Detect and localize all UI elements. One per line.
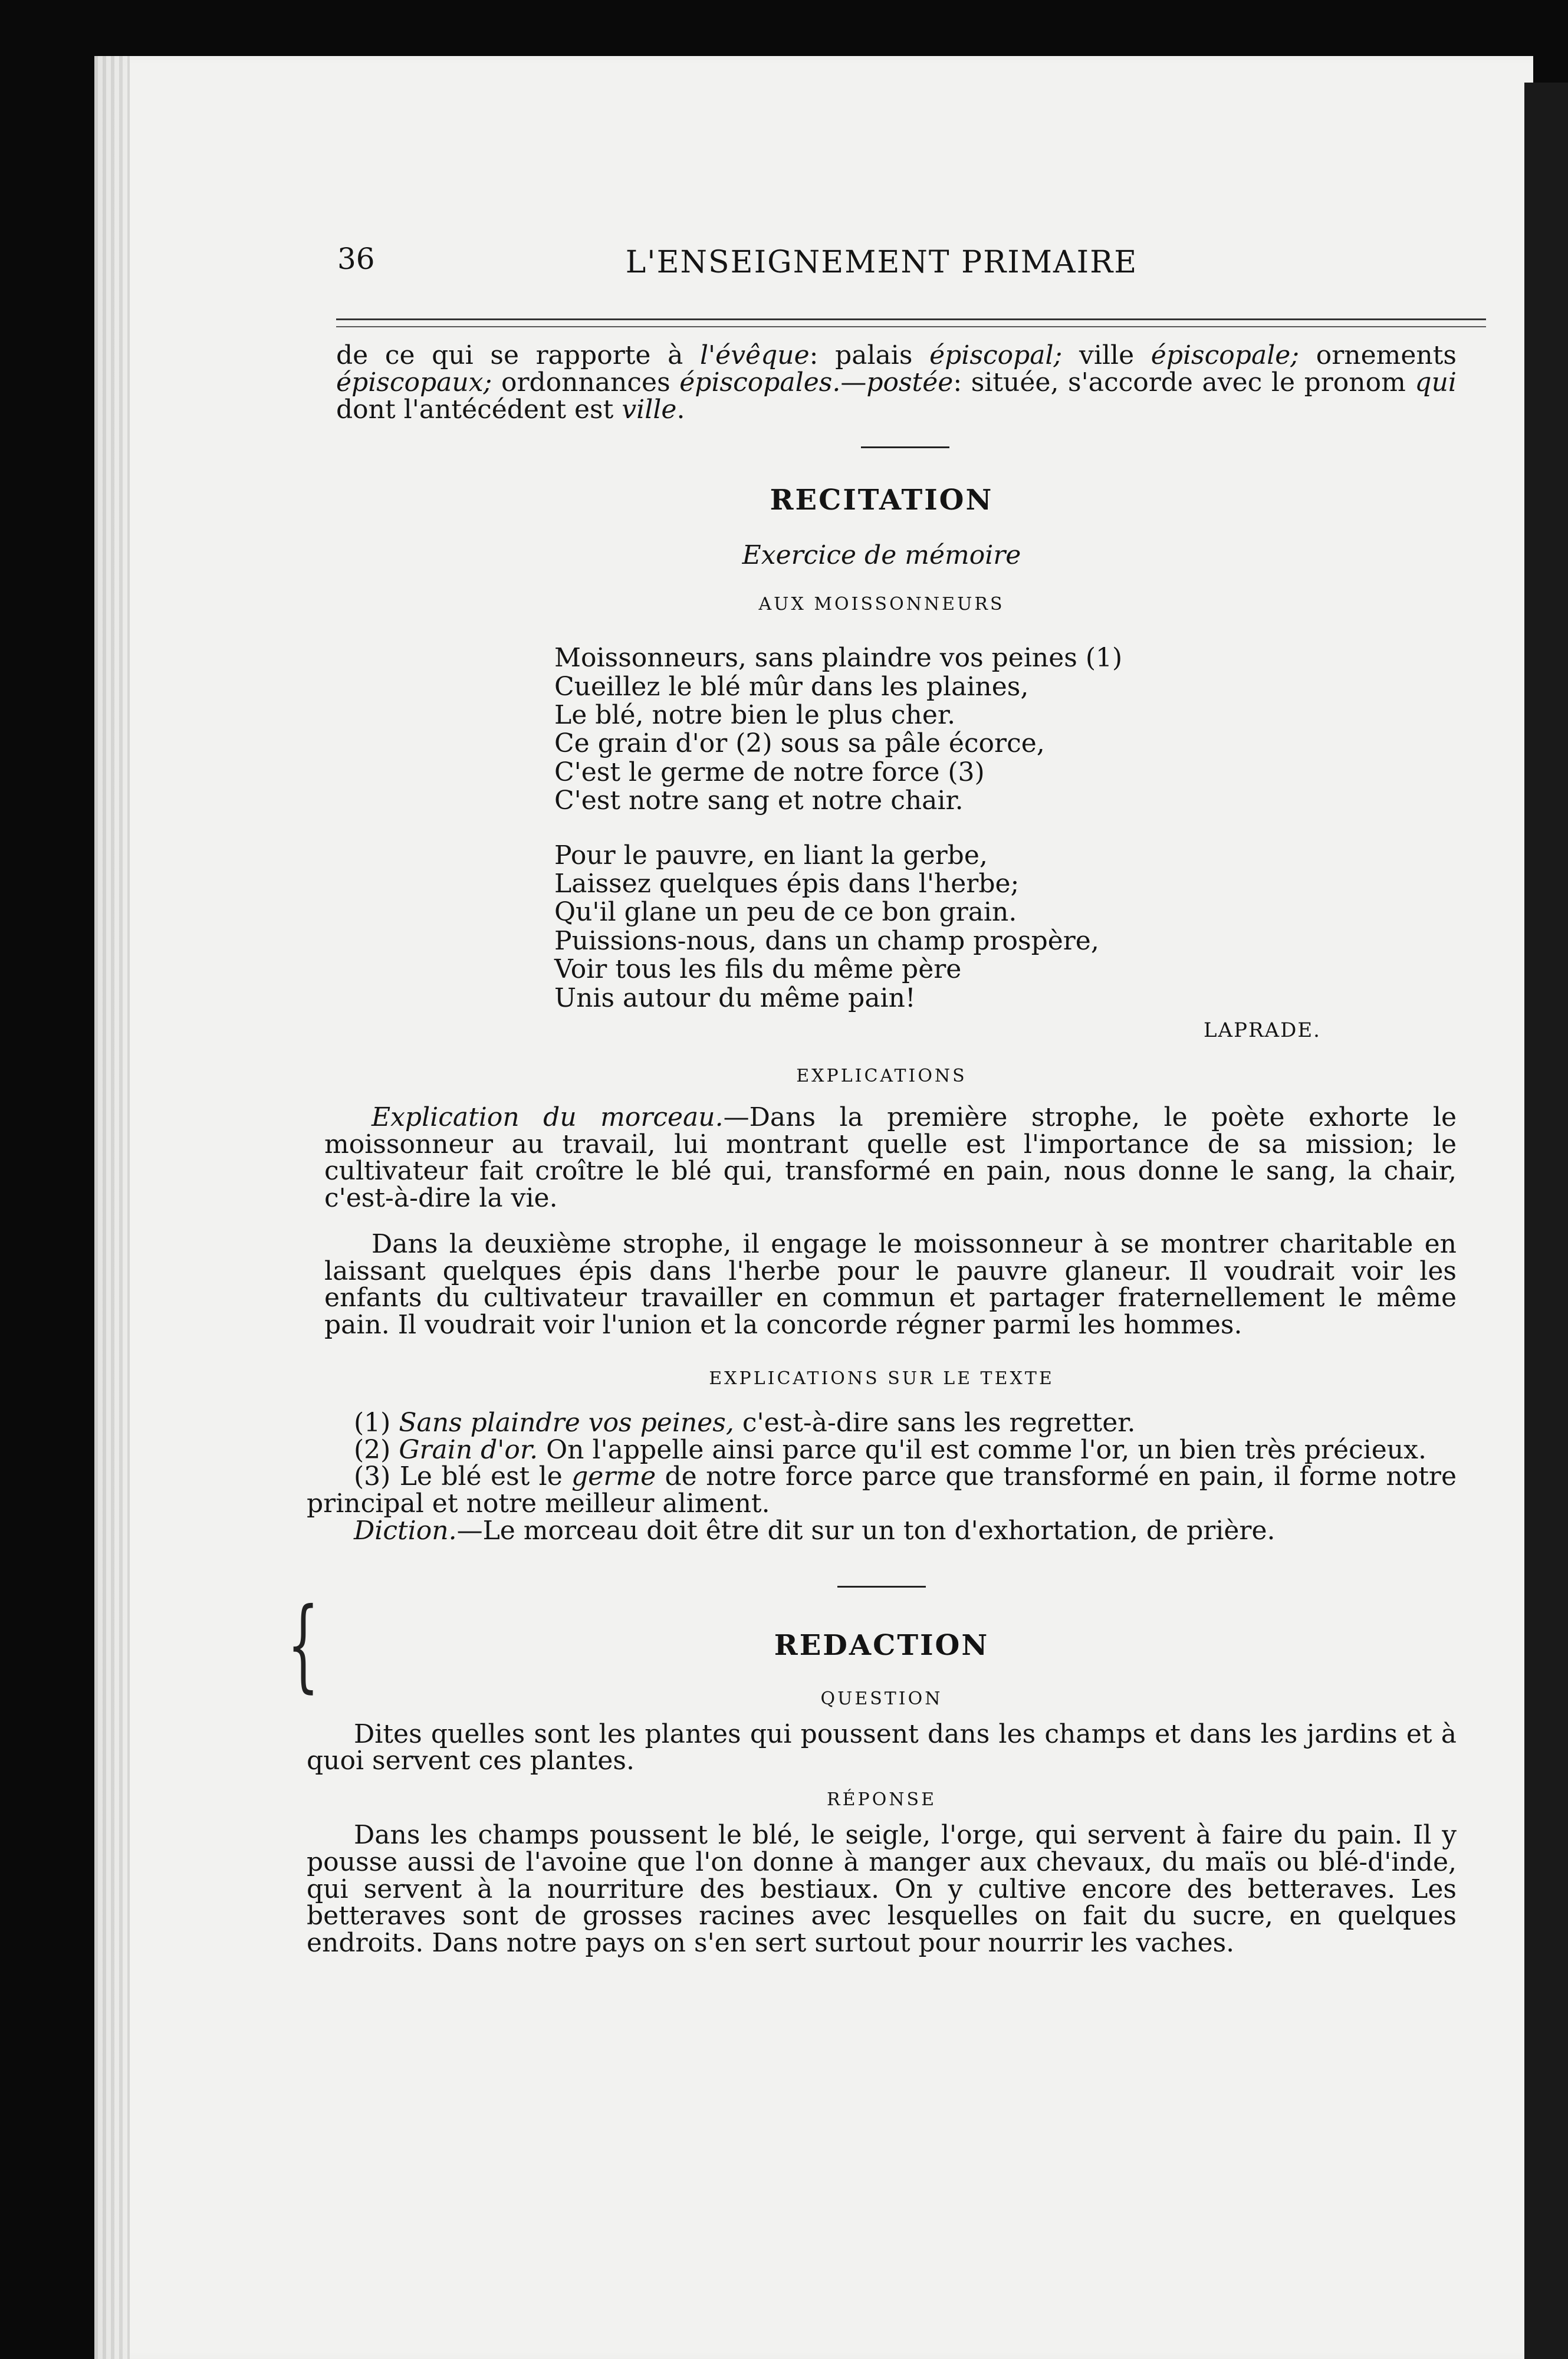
page-content (307, 195, 1457, 1957)
poem-line: Unis autour du même pain! (554, 983, 916, 1013)
redaction-title: REDACTION (774, 1628, 990, 1662)
poem-stanza-2 (554, 842, 1457, 1013)
poem-line: Laissez quelques épis dans l'herbe; (554, 868, 1020, 899)
poem-line: Puissions-nous, dans un champ prospère, (554, 925, 1099, 956)
poem-line: Qu'il glane un peu de ce bon grain. (554, 897, 1017, 928)
explication-paragraph-1: Explication du morceau.—Dans la première strophe, le poète exhorte le moissonneur au travail, lui montrant quelle est l'importance de sa mission; le cultivateur fait croître le blé qui, transformé en pain, nous donne le sang, la chair, c'est-à-dire la vie. (324, 1102, 1457, 1214)
note-2: (2) Grain d'or. On l'appelle ainsi parce qu'il est comme l'or, un bien très précieux. (354, 1434, 1426, 1465)
reponse-text: Dans les champs poussent le blé, le seigle, l'orge, qui servent à faire du pain. Il y pousse aussi de l'avoine que l'on donne à manger aux chevaux, du maïs ou blé-d'inde, qui servent à la nourriture des bestiaux. On y cultive encore des betteraves. Les betteraves sont de grosses racines avec lesquelles on fait du sucre, en quelques endroits. Dans notre pays on s'en sert surtout pour nourrir les vaches. (307, 1820, 1457, 1959)
reponse-heading: RÉPONSE (827, 1789, 936, 1811)
poem-line: Moissonneurs, sans plaindre vos peines (1) (554, 643, 1123, 673)
recitation-title: RECITATION (770, 484, 994, 517)
question-heading: QUESTION (820, 1688, 943, 1709)
poem-line: Le blé, notre bien le plus cher. (554, 700, 956, 731)
diction-note: Diction.—Le morceau doit être dit sur un ton d'exhortation, de prière. (354, 1515, 1276, 1546)
recitation-subtitle: Exercice de mémoire (742, 540, 1021, 571)
poem-line: C'est notre sang et notre chair. (554, 786, 964, 816)
explications-texte-body (307, 1407, 1457, 1546)
intro-paragraph: de ce qui se rapporte à l'évêque: palais épiscopal; ville épiscopale; ornements épiscopaux; ordonnances épiscopales.—postée: située, s'accorde avec le pronom qui dont l'antécédent est ville. (336, 340, 1457, 425)
poem-line: Voir tous les fils du même père (554, 954, 962, 985)
poem-line: Pour le pauvre, en liant la gerbe, (554, 840, 988, 870)
poem-line: C'est le germe de notre force (3) (554, 757, 985, 787)
page-number: 36 (337, 242, 375, 276)
scan-border (1524, 83, 1568, 2359)
poem-stanza-1 (554, 644, 1457, 815)
poem-title: AUX MOISSONNEURS (758, 594, 1005, 615)
poem-line: Cueillez le blé mûr dans les plaines, (554, 671, 1029, 702)
margin-bracket-mark: { (287, 1586, 320, 1703)
explications-heading: EXPLICATIONS (796, 1065, 967, 1086)
running-head: L'ENSEIGNEMENT PRIMAIRE (625, 245, 1138, 280)
note-1: (1) Sans plaindre vos peines, c'est-à-dire sans les regretter. (354, 1407, 1136, 1438)
note-3: (3) Le blé est le germe de notre force parce que transformé en pain, il forme notre principal et notre meilleur aliment. (307, 1461, 1457, 1519)
poem-author: LAPRADE. (1203, 1018, 1321, 1042)
header-rule (336, 318, 1486, 327)
poem (554, 644, 1457, 1013)
page-edges (94, 56, 130, 2359)
explications-texte-heading: EXPLICATIONS SUR LE TEXTE (709, 1368, 1054, 1389)
explication-paragraph-2: Dans la deuxième strophe, il engage le moissonneur à se montrer charitable en laissant quelques épis dans l'herbe pour le pauvre glaneur. Il voudrait voir les enfants du cultivateur travailler en commun et partager fraternellement le même pain. Il voudrait voir l'union et la concorde régner parmi les hommes. (324, 1228, 1457, 1341)
question-text: Dites quelles sont les plantes qui poussent dans les champs et dans les jardins et à quoi servent ces plantes. (307, 1719, 1457, 1776)
page-header (307, 195, 1457, 283)
poem-line: Ce grain d'or (2) sous sa pâle écorce, (554, 728, 1045, 759)
explications-body (324, 1104, 1457, 1339)
